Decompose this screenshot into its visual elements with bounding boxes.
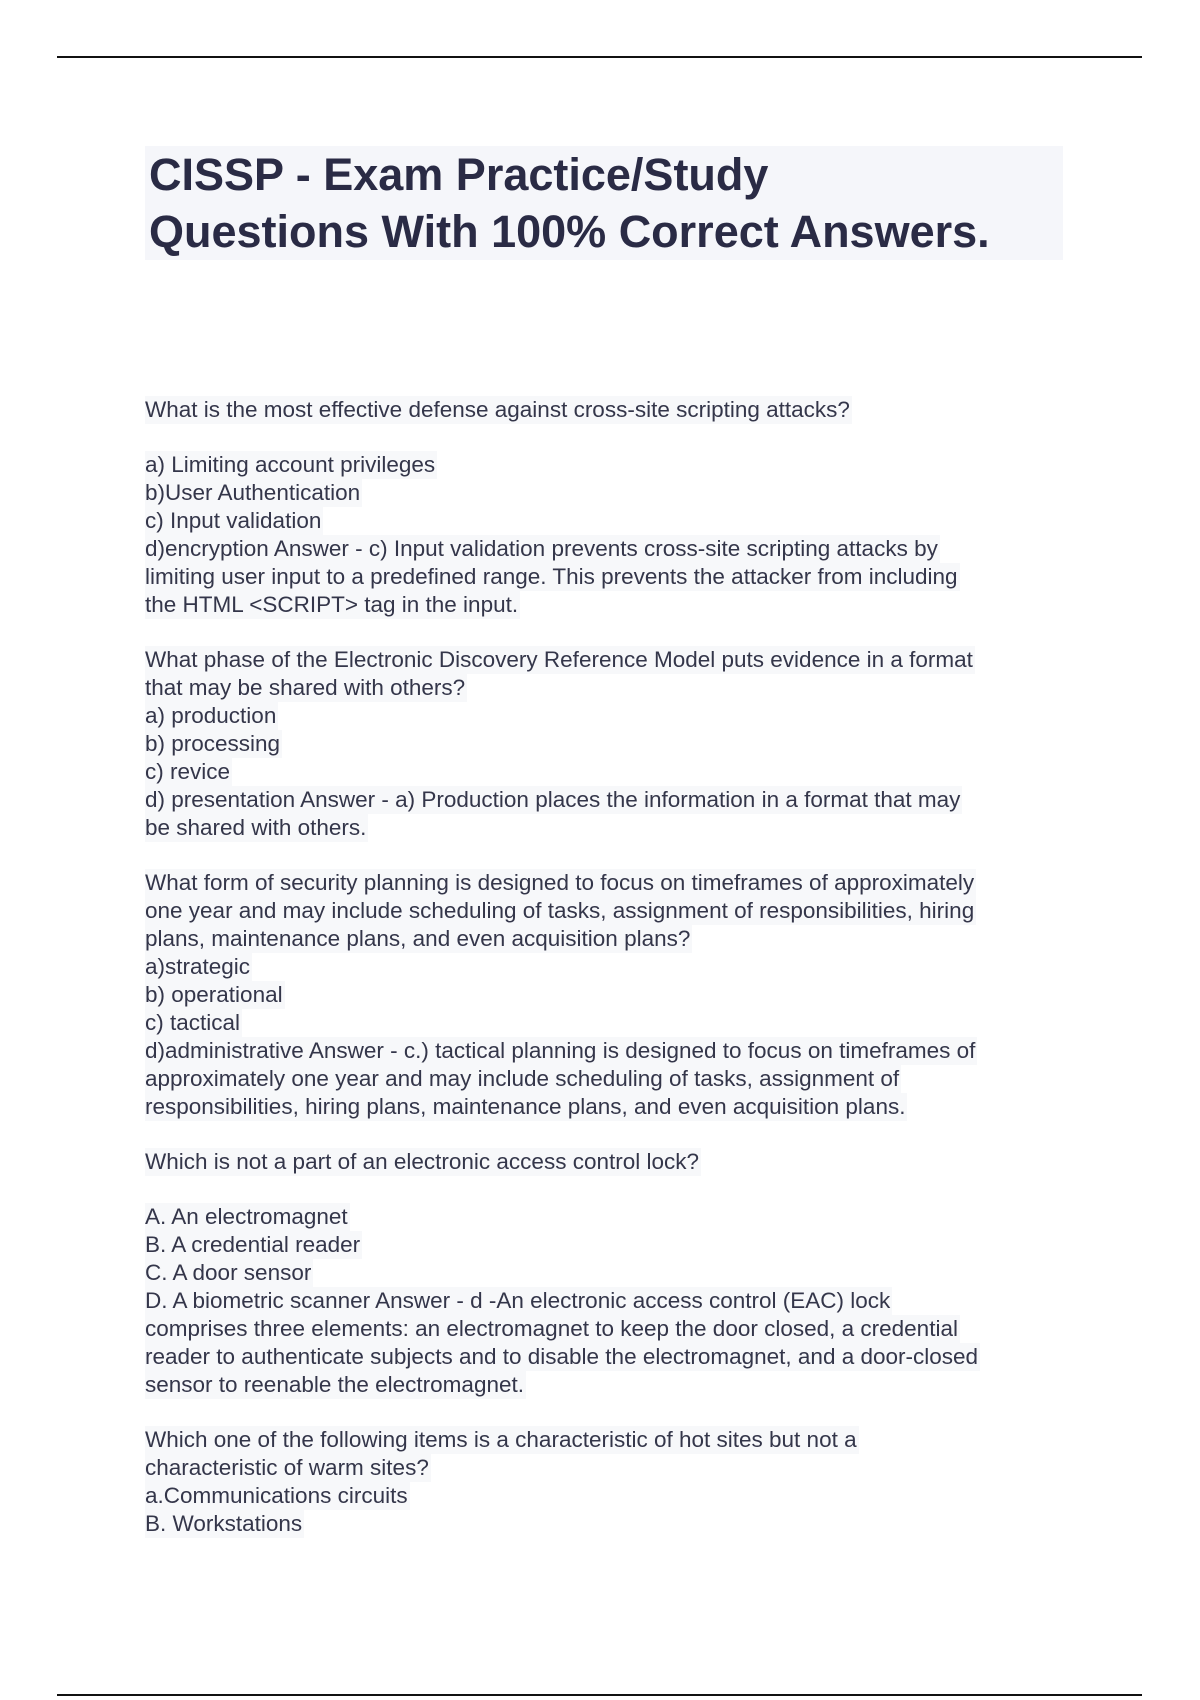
paragraph-gap — [145, 1399, 1055, 1426]
paragraph-gap — [145, 1121, 1055, 1148]
text-line: d) presentation Answer - a) Production places the information in a format that may — [145, 787, 961, 812]
text-line: b) operational — [145, 982, 283, 1007]
text-line: What form of security planning is designed to focus on timeframes of approximately — [145, 870, 975, 895]
text-line: C. A door sensor — [145, 1260, 312, 1285]
paragraph-gap — [145, 424, 1055, 451]
text-line: D. A biometric scanner Answer - d -An electronic access control (EAC) lock — [145, 1288, 891, 1313]
text-line: c) tactical — [145, 1010, 241, 1035]
text-line: d)encryption Answer - c) Input validation prevents cross-site scripting attacks by — [145, 536, 938, 561]
text-line: What is the most effective defense against cross-site scripting attacks? — [145, 397, 850, 422]
document-body — [145, 396, 1055, 1538]
text-line: b)User Authentication — [145, 480, 361, 505]
text-line: limiting user input to a predefined range. This prevents the attacker from including — [145, 564, 958, 589]
text-line: approximately one year and may include scheduling of tasks, assignment of — [145, 1066, 900, 1091]
text-line: plans, maintenance plans, and even acquisition plans? — [145, 926, 691, 951]
text-line: comprises three elements: an electromagnet to keep the door closed, a credential — [145, 1316, 958, 1341]
title-line-1: CISSP - Exam Practice/Study — [149, 149, 769, 200]
title-line-2: Questions With 100% Correct Answers. — [149, 206, 990, 257]
text-line: B. Workstations — [145, 1511, 303, 1536]
text-line: that may be shared with others? — [145, 675, 466, 700]
paragraph-gap — [145, 619, 1055, 646]
text-line: sensor to reenable the electromagnet. — [145, 1372, 524, 1397]
text-line: a) Limiting account privileges — [145, 452, 436, 477]
text-line: Which one of the following items is a characteristic of hot sites but not a — [145, 1427, 857, 1452]
text-line: characteristic of warm sites? — [145, 1455, 429, 1480]
text-line: responsibilities, hiring plans, maintenance plans, and even acquisition plans. — [145, 1094, 906, 1119]
text-line: a) production — [145, 703, 277, 728]
text-line: b) processing — [145, 731, 281, 756]
text-line: c) Input validation — [145, 508, 322, 533]
text-line: reader to authenticate subjects and to disable the electromagnet, and a door-closed — [145, 1344, 979, 1369]
text-line: the HTML <SCRIPT> tag in the input. — [145, 592, 519, 617]
text-line: one year and may include scheduling of tasks, assignment of responsibilities, hiring — [145, 898, 975, 923]
text-line: B. A credential reader — [145, 1232, 361, 1257]
text-line: c) revice — [145, 759, 231, 784]
text-line: be shared with others. — [145, 815, 367, 840]
text-line: What phase of the Electronic Discovery Reference Model puts evidence in a format — [145, 647, 973, 672]
page-title — [145, 146, 1063, 260]
text-line: a)strategic — [145, 954, 251, 979]
text-line: A. An electromagnet — [145, 1204, 348, 1229]
paragraph-gap — [145, 842, 1055, 869]
bottom-rule — [57, 1694, 1142, 1696]
text-line: Which is not a part of an electronic access control lock? — [145, 1149, 700, 1174]
text-line: d)administrative Answer - c.) tactical planning is designed to focus on timeframes of — [145, 1038, 976, 1063]
text-line: a.Communications circuits — [145, 1483, 408, 1508]
top-rule — [57, 56, 1142, 58]
paragraph-gap — [145, 1176, 1055, 1203]
